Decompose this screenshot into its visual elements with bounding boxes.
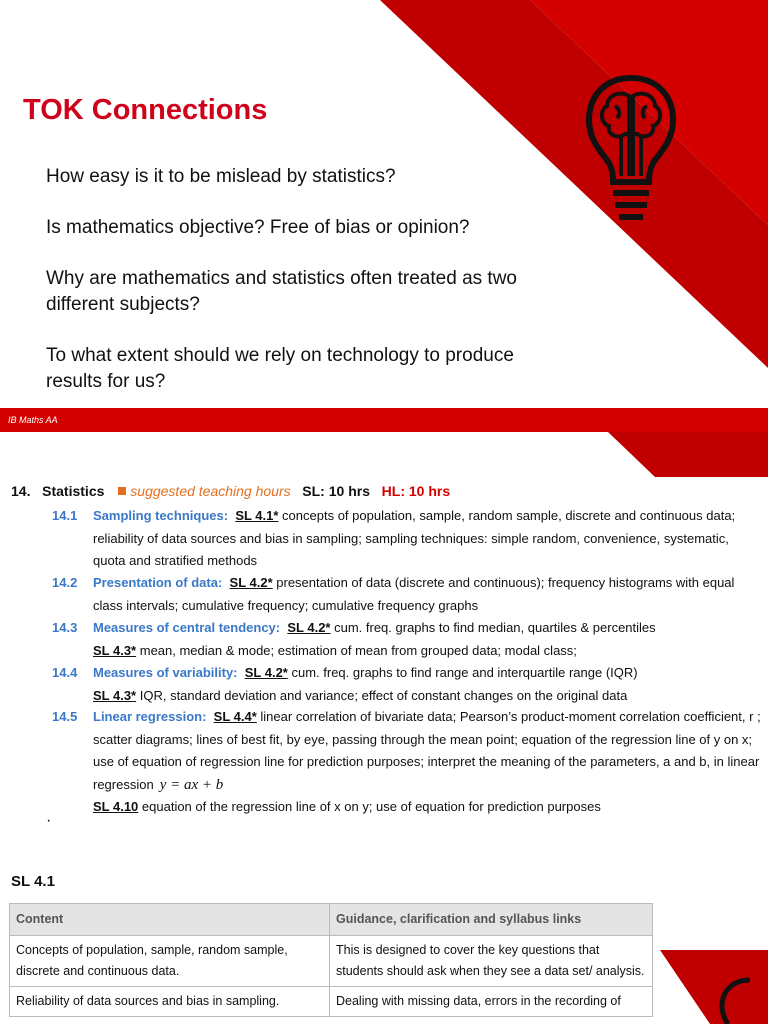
syllabus-item-14-4 [52,662,762,707]
item-ref: SL 4.4* [213,709,257,724]
syllabus-item-14-1 [52,505,762,573]
item-ref-2: SL 4.10 [93,799,139,814]
question-4: To what extent should we rely on technology to produce results for us? [46,345,514,392]
table-cell: Dealing with missing data, errors in the recording of [330,987,653,1017]
item-text-2: equation of the regression line of x on y; use of equation for prediction purposes [138,799,601,814]
question-3: Why are mathematics and statistics often treated as two different subjects? [46,268,517,315]
column-header: Content [10,904,330,936]
sl-hours: SL: 10 hrs [302,483,370,499]
item-text: cum. freq. graphs to find range and interquartile range (IQR) [287,665,638,680]
section-title: Statistics [42,483,105,499]
item-text: presentation of data (discrete and continuous); frequency histograms with equal class intervals; cumulative frequency; cumulative frequency graphs [93,575,735,613]
syllabus-item-14-5 [52,706,762,819]
item-ref: SL 4.2* [229,575,273,590]
suggested-hours-label: suggested teaching hours [130,483,291,499]
table-row [10,987,653,1017]
item-text-2: IQR, standard deviation and variance; effect of constant changes on the original data [136,687,628,703]
syllabus-item-14-3 [52,617,762,662]
item-title: Measures of variability: [93,665,238,680]
bullet-dot: · [46,812,52,829]
section-heading [11,483,450,499]
slide-footer [0,408,768,432]
footer-label: IB Maths AA [8,415,58,425]
slide-tok-connections [0,0,768,432]
item-number: 14.5 [52,709,78,724]
red-band-with-bulb-corner [640,940,768,1024]
table-cell: This is designed to cover the key questions that students should ask when they see a data set/ analysis. [330,936,653,987]
item-text: concepts of population, sample, random sample, discrete and continuous data; reliability of data sources and bias in sampling; sampling techniques: simple random, convenience, systematic, quota and stratified methods [93,508,736,568]
item-title: Presentation of data: [93,575,223,590]
item-text-2: mean, median & mode; estimation of mean from grouped data; modal class; [136,642,577,658]
table-header-row [10,904,653,936]
section-number: 14. [11,483,31,499]
question-2: Is mathematics objective? Free of bias or opinion? [46,217,470,238]
slide-title: TOK Connections [23,94,268,126]
item-number: 14.3 [52,620,78,635]
syllabus-item-14-2 [52,572,762,617]
table-cell: Reliability of data sources and bias in sampling. [10,987,330,1017]
item-ref: SL 4.1* [235,508,279,523]
item-number: 14.2 [52,575,78,590]
hl-hours: HL: 10 hrs [381,483,451,499]
table-heading: SL 4.1 [11,873,55,890]
red-diagonal-band-continued [0,432,768,477]
item-text: cum. freq. graphs to find median, quartiles & percentiles [330,620,656,635]
item-ref-2: SL 4.3* [93,642,137,658]
table-cell: Concepts of population, sample, random sample, discrete and continuous data. [10,936,330,987]
table-row [10,936,653,987]
item-ref: SL 4.2* [244,665,288,680]
item-title: Sampling techniques: [93,508,229,523]
slide-statistics-syllabus [0,432,768,840]
orange-square-icon [118,487,126,495]
slide-sl41-table [0,840,768,1024]
column-header: Guidance, clarification and syllabus links [330,904,653,936]
item-text: linear correlation of bivariate data; Pearson’s product-moment correlation coefficient, r ; scatter diagrams; lines of best fit, by eye, passing through the mean point; equation of the regression line of y on x; use of equation of regression line for prediction purposes; interpret the meaning of the parameters, a and b, in linear regression [93,709,761,792]
syllabus-table [9,903,653,1017]
lightbulb-brain-icon [585,72,677,224]
item-ref: SL 4.2* [287,620,331,635]
item-ref-2: SL 4.3* [93,687,137,703]
item-number: 14.4 [52,665,78,680]
item-title: Measures of central tendency: [93,620,281,635]
item-title: Linear regression: [93,709,207,724]
regression-equation: y = ax + b [159,776,224,793]
item-number: 14.1 [52,508,78,523]
question-1: How easy is it to be mislead by statistics? [46,166,396,187]
